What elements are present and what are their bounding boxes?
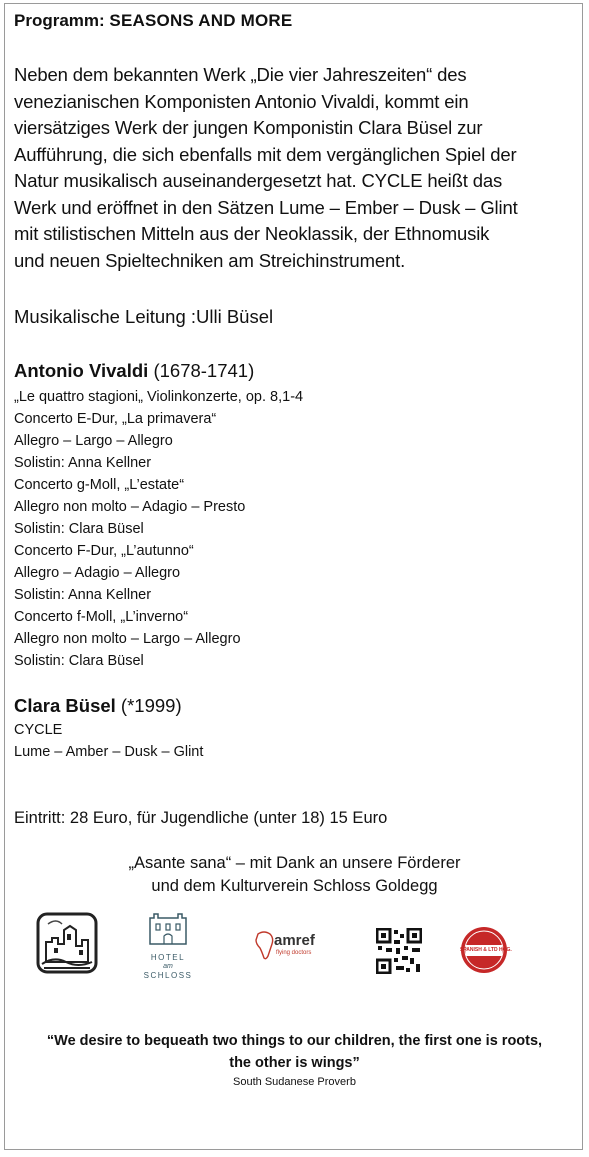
hotel-am-schloss-logo <box>136 908 200 978</box>
intro-line: und neuen Spieltechniken am Streichinstrument. <box>14 249 406 271</box>
musical-direction: Musikalische Leitung :Ulli Büsel <box>14 306 274 327</box>
hotel-line1: HOTEL <box>150 953 186 962</box>
intro-line: Neben dem bekannten Werk „Die vier Jahreszeiten“ des <box>14 64 467 85</box>
composer-name: Clara Büsel <box>14 695 116 716</box>
works-list-busel <box>14 719 574 763</box>
works-list-vivaldi <box>14 386 574 672</box>
thanks-note <box>0 852 589 898</box>
amref-logo <box>254 930 324 968</box>
hotel-line3: SCHLOSS <box>143 971 193 980</box>
work-line: CYCLE <box>14 722 63 738</box>
thanks-line: und dem Kulturverein Schloss Goldegg <box>151 877 438 895</box>
work-line: Solistin: Anna Kellner <box>14 587 152 603</box>
work-line: Allegro non molto – Largo – Allegro <box>14 631 241 647</box>
qr-code-icon <box>376 928 422 974</box>
work-line: Solistin: Clara Büsel <box>14 521 144 537</box>
intro-paragraph <box>14 62 574 274</box>
composer-dates: (*1999) <box>115 695 182 716</box>
sponsor-logos <box>0 908 589 978</box>
program-heading <box>14 11 292 31</box>
work-line: Lume – Amber – Dusk – Glint <box>14 744 204 760</box>
intro-line: Natur musikalisch auseinandergesetzt hat. CYCLE heißt das <box>14 170 503 191</box>
program-separator: : <box>99 11 110 30</box>
intro-line: mit stilistischen Mitteln aus der Neoklassik, der Ethnomusik <box>14 223 490 244</box>
intro-line: Werk und eröffnet in den Sätzen Lume – Ember – Dusk – Glint <box>14 196 518 218</box>
work-line: Concerto f-Moll, „L’inverno“ <box>14 609 189 625</box>
intro-line: Aufführung, die sich ebenfalls mit dem vergänglichen Spiel der <box>14 143 517 165</box>
africa-outline-icon <box>254 930 276 962</box>
amref-sub: flying doctors <box>276 950 312 956</box>
admission-info: Eintritt: 28 Euro, für Jugendliche (unter 18) 15 Euro <box>14 809 388 827</box>
thanks-line: „Asante sana“ – mit Dank an unsere Förderer <box>128 854 461 872</box>
program-title: SEASONS AND MORE <box>109 11 293 30</box>
proverb-quote <box>0 1030 589 1074</box>
quote-source: South Sudanese Proverb <box>233 1076 356 1088</box>
hotel-castle-icon <box>136 908 200 948</box>
work-line: „Le quattro stagioni„ Violinkonzerte, op. 8,1-4 <box>14 389 304 405</box>
program-label: Programm <box>14 11 100 30</box>
work-line: Solistin: Clara Büsel <box>14 653 144 669</box>
intro-line: viersätziges Werk der jungen Komponistin Clara Büsel zur <box>14 117 483 138</box>
work-line: Allegro – Largo – Allegro <box>14 433 173 449</box>
work-line: Concerto g-Moll, „L’estate“ <box>14 477 185 493</box>
round-badge-icon <box>460 926 512 974</box>
composer-dates: (1678-1741) <box>148 360 255 381</box>
intro-line: venezianischen Komponisten Antonio Vivaldi, kommt ein <box>14 90 469 112</box>
composer-heading-vivaldi <box>14 360 254 382</box>
amref-name: amref <box>274 932 315 949</box>
composer-name: Antonio Vivaldi <box>14 360 149 381</box>
work-line: Solistin: Anna Kellner <box>14 455 152 471</box>
work-line: Allegro non molto – Adagio – Presto <box>14 499 246 515</box>
composer-heading-busel <box>14 695 182 717</box>
badge-text: SPANISH & LTD HOG. <box>460 947 512 953</box>
hotel-line2: am <box>163 963 173 970</box>
work-line: Concerto E-Dur, „La primavera“ <box>14 411 217 427</box>
work-line: Allegro – Adagio – Allegro <box>14 565 181 581</box>
work-line: Concerto F-Dur, „L’autunno“ <box>14 543 194 559</box>
quote-line: “We desire to bequeath two things to our children, the first one is roots, <box>46 1033 543 1049</box>
quote-line: the other is wings” <box>229 1055 360 1071</box>
castle-drawing-icon <box>36 912 98 974</box>
